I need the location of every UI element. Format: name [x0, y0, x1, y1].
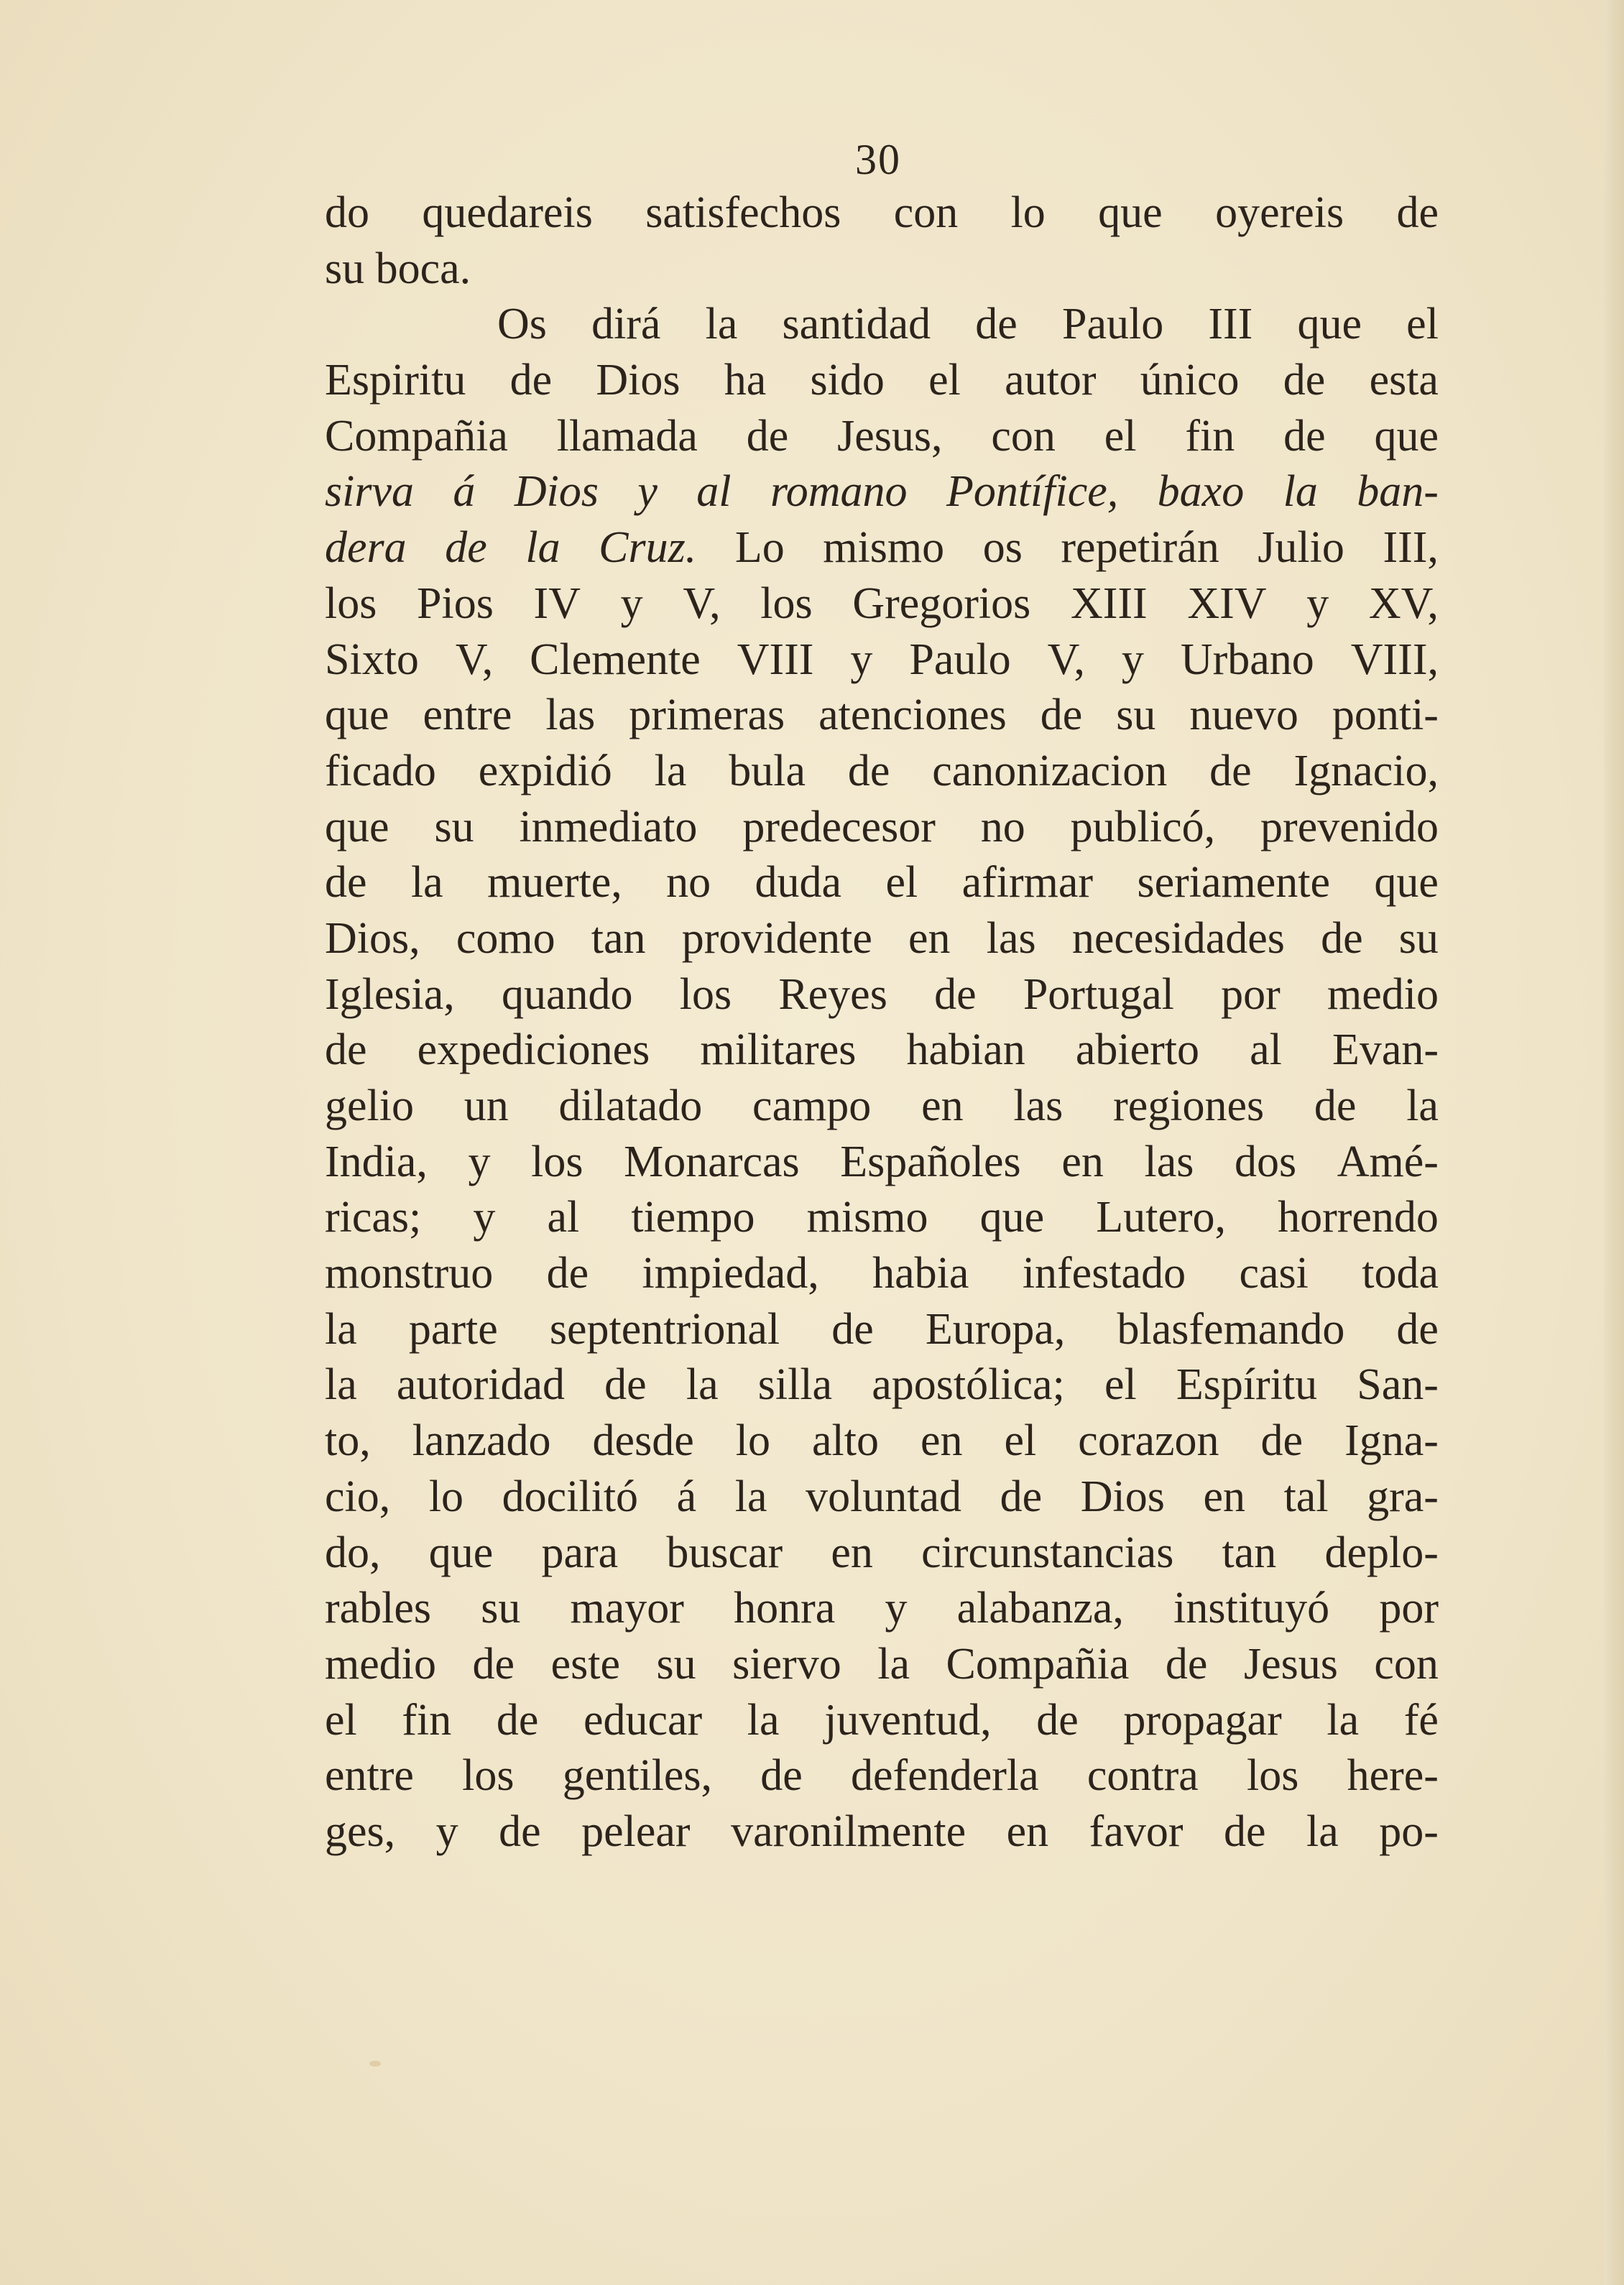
word: repetirán: [1061, 523, 1219, 573]
text-line: [325, 744, 1439, 800]
text-line: [325, 1079, 1439, 1135]
text-line: [325, 1693, 1439, 1749]
page-edge: [1604, 0, 1624, 2285]
word: medio: [1327, 969, 1439, 1019]
word: dilatado: [558, 1081, 703, 1130]
word: autor: [1005, 356, 1097, 405]
word: po-: [1379, 1806, 1439, 1856]
word: tal: [1283, 1472, 1329, 1521]
word: á: [676, 1472, 697, 1521]
word: el: [1104, 1360, 1137, 1410]
word: seriamente: [1137, 858, 1331, 908]
word: parte: [408, 1304, 498, 1354]
word: que: [1374, 858, 1439, 908]
word: Dios: [514, 467, 599, 517]
word: los: [679, 969, 732, 1019]
word: primeras: [629, 691, 785, 740]
word: el: [325, 1695, 357, 1745]
word: Clemente: [530, 634, 701, 684]
word: juventud,: [824, 1695, 992, 1745]
word: docilitó: [502, 1472, 639, 1521]
word: su: [434, 802, 474, 851]
word: su: [1116, 691, 1156, 740]
word: Urbano: [1180, 634, 1314, 684]
word: os: [982, 523, 1023, 573]
word: XIII: [1070, 578, 1148, 628]
word: do: [325, 188, 369, 237]
word: Dios,: [325, 913, 420, 963]
word: Paulo: [909, 634, 1011, 684]
word: de: [496, 1695, 539, 1745]
word: Dios: [596, 356, 680, 405]
word: que: [325, 802, 389, 851]
word: lo: [428, 1472, 464, 1521]
word: que: [325, 691, 389, 740]
word: dera: [325, 523, 407, 573]
word: de: [1209, 746, 1252, 795]
word: los: [760, 578, 813, 628]
word: gra-: [1367, 1472, 1439, 1521]
word: en: [908, 913, 951, 963]
word: y: [468, 1137, 491, 1186]
word: impiedad,: [642, 1249, 819, 1298]
word: autoridad: [396, 1360, 566, 1410]
word: de: [1396, 1304, 1439, 1354]
text-line: [325, 1748, 1439, 1804]
word: Cruz.: [599, 523, 697, 573]
word: las: [1144, 1137, 1194, 1186]
word: regiones: [1113, 1081, 1265, 1130]
word: los: [325, 578, 377, 628]
word: oyereis: [1215, 188, 1344, 237]
word: que: [1374, 411, 1439, 461]
text-segment: su boca.: [325, 244, 471, 293]
word: XV,: [1368, 578, 1439, 628]
word: los: [531, 1137, 583, 1186]
word: campo: [752, 1081, 872, 1130]
word: inmediato: [519, 802, 698, 851]
word: fé: [1403, 1695, 1439, 1745]
word: entre: [423, 691, 512, 740]
word: afirmar: [961, 858, 1094, 908]
word: al: [696, 467, 732, 517]
word: publicó,: [1070, 802, 1216, 851]
word: el: [885, 858, 918, 908]
word: buscar: [666, 1528, 783, 1577]
word: la: [410, 858, 443, 908]
text-line: [325, 1246, 1439, 1302]
word: voluntad: [806, 1472, 962, 1521]
word: de: [325, 858, 367, 908]
word: mismo: [823, 523, 945, 573]
word: la: [325, 1360, 357, 1410]
word: al: [1250, 1025, 1282, 1075]
word: Lutero,: [1096, 1193, 1226, 1242]
word: dirá: [591, 300, 661, 349]
word: Sixto: [325, 634, 419, 684]
word: Europa,: [925, 1304, 1066, 1354]
word: y: [885, 1584, 908, 1633]
text-line: [325, 1581, 1439, 1637]
word: su: [481, 1584, 521, 1633]
word: la: [525, 523, 560, 573]
word: Gregorios: [852, 578, 1031, 628]
word: gelio: [325, 1081, 414, 1130]
word: monstruo: [325, 1249, 494, 1298]
text-line: [325, 688, 1439, 744]
word: los: [462, 1751, 515, 1801]
word: fin: [402, 1695, 452, 1745]
word: siervo: [732, 1639, 841, 1689]
word: gentiles,: [562, 1751, 713, 1801]
text-line: [325, 1804, 1439, 1860]
word: propagar: [1123, 1695, 1282, 1745]
word: prevenido: [1260, 802, 1439, 851]
word: de: [499, 1806, 541, 1856]
word: de: [604, 1360, 647, 1410]
word: San-: [1357, 1360, 1439, 1410]
word: que: [1297, 300, 1362, 349]
word: Pontífice,: [946, 467, 1119, 517]
text-line: [325, 353, 1439, 409]
text-line: [325, 576, 1439, 632]
word: de: [1260, 1416, 1304, 1466]
body-text: [325, 185, 1439, 1860]
word: quedareis: [422, 188, 593, 237]
word: VIII,: [1350, 634, 1439, 684]
word: de: [746, 411, 789, 461]
word: la: [1406, 1081, 1439, 1130]
word: mismo: [806, 1193, 928, 1242]
word: las: [545, 691, 596, 740]
word: de: [1165, 1639, 1208, 1689]
word: mayor: [570, 1584, 684, 1633]
paper-speck: [369, 2061, 381, 2067]
word: Evan-: [1332, 1025, 1439, 1075]
text-line: [325, 800, 1439, 856]
word: silla: [757, 1360, 833, 1410]
page-number: 30: [855, 136, 901, 183]
word: de: [1321, 913, 1363, 963]
word: el: [1104, 411, 1137, 461]
text-line: [325, 241, 1439, 297]
word: en: [831, 1528, 873, 1577]
word: deplo-: [1324, 1528, 1439, 1577]
word: la: [325, 1304, 357, 1354]
text-line: [325, 297, 1439, 353]
word: en: [920, 1416, 963, 1466]
word: septentrional: [549, 1304, 780, 1354]
text-line: [325, 409, 1439, 465]
word: Jesus,: [837, 411, 943, 461]
word: Portugal: [1023, 969, 1174, 1019]
word: la: [734, 1472, 767, 1521]
word: de: [445, 523, 487, 573]
word: Dios: [1080, 1472, 1165, 1521]
word: llamada: [556, 411, 698, 461]
word: lanzado: [412, 1416, 551, 1466]
word: canonizacion: [932, 746, 1168, 795]
word: que: [428, 1528, 494, 1577]
word: pelear: [581, 1806, 691, 1856]
word: ha: [724, 356, 767, 405]
word: tan: [591, 913, 646, 963]
word: Igna-: [1344, 1416, 1439, 1466]
word: necesidades: [1071, 913, 1285, 963]
text-line: [325, 1525, 1439, 1582]
text-line: [325, 464, 1439, 520]
word: predecesor: [742, 802, 936, 851]
text-line: [325, 1357, 1439, 1413]
word: ricas;: [325, 1193, 422, 1242]
word: rables: [325, 1584, 432, 1633]
word: alto: [811, 1416, 879, 1466]
word: en: [1006, 1806, 1049, 1856]
word: á: [453, 467, 476, 517]
word: la: [654, 746, 687, 795]
word: con: [1374, 1639, 1439, 1689]
word: de: [1000, 1472, 1043, 1521]
word: de: [831, 1304, 874, 1354]
word: Amé-: [1337, 1137, 1439, 1186]
word: varonilmente: [731, 1806, 966, 1856]
word: entre: [325, 1751, 414, 1801]
word: Paulo: [1061, 300, 1164, 349]
word: su: [656, 1639, 696, 1689]
word: Españoles: [840, 1137, 1021, 1186]
word: here-: [1347, 1751, 1439, 1801]
word: favor: [1089, 1806, 1184, 1856]
word: por: [1379, 1584, 1439, 1633]
word: y: [620, 578, 643, 628]
word: honra: [734, 1584, 836, 1633]
word: lo: [735, 1416, 770, 1466]
word: instituyó: [1173, 1584, 1330, 1633]
word: providente: [681, 913, 872, 963]
word: de: [934, 969, 977, 1019]
word: atenciones: [818, 691, 1007, 740]
word: para: [541, 1528, 619, 1577]
word: tiempo: [631, 1193, 755, 1242]
word: sido: [810, 356, 885, 405]
word: las: [986, 913, 1036, 963]
word: de: [509, 356, 553, 405]
word: y: [850, 634, 873, 684]
word: el: [1406, 300, 1439, 349]
word: ponti-: [1332, 691, 1439, 740]
word: Compañia: [946, 1639, 1130, 1689]
word: los: [1246, 1751, 1299, 1801]
word: do,: [325, 1528, 381, 1577]
word: de: [760, 1751, 803, 1801]
word: que: [979, 1193, 1045, 1242]
word: de: [1036, 1695, 1079, 1745]
word: esta: [1369, 356, 1439, 405]
word: el: [928, 356, 961, 405]
word: defenderla: [851, 1751, 1039, 1801]
word: único: [1140, 356, 1240, 405]
word: educar: [583, 1695, 703, 1745]
word: V,: [683, 578, 721, 628]
word: de: [472, 1639, 515, 1689]
word: V,: [1047, 634, 1085, 684]
word: la: [877, 1639, 910, 1689]
word: de: [546, 1249, 589, 1298]
word: como: [456, 913, 555, 963]
word: la: [1283, 467, 1318, 517]
word: y: [1306, 578, 1329, 628]
word: que: [1098, 188, 1163, 237]
word: Lo: [734, 523, 785, 573]
word: duda: [755, 858, 842, 908]
word: toda: [1362, 1249, 1439, 1298]
word: Iglesia,: [325, 969, 455, 1019]
word: la: [747, 1695, 780, 1745]
word: bula: [729, 746, 806, 795]
word: abierto: [1075, 1025, 1199, 1075]
word: Compañia: [325, 411, 508, 461]
word: V,: [455, 634, 494, 684]
text-line: [325, 1413, 1439, 1469]
word: muerte,: [487, 858, 622, 908]
word: por: [1221, 969, 1281, 1019]
word: corazon: [1078, 1416, 1219, 1466]
word: expidió: [478, 746, 612, 795]
text-line: [325, 520, 1439, 576]
word: Espíritu: [1176, 1360, 1318, 1410]
text-line: [325, 967, 1439, 1023]
word: lo: [1010, 188, 1046, 237]
word: nuevo: [1189, 691, 1298, 740]
word: VIII: [737, 634, 814, 684]
word: habian: [906, 1025, 1025, 1075]
word: de: [1396, 188, 1439, 237]
word: de: [847, 746, 890, 795]
text-line: [325, 185, 1439, 241]
word: y: [473, 1193, 496, 1242]
word: Monarcas: [624, 1137, 800, 1186]
word: santidad: [782, 300, 931, 349]
word: baxo: [1157, 467, 1245, 517]
word: to,: [325, 1416, 371, 1466]
word: casi: [1239, 1249, 1309, 1298]
word: de: [1040, 691, 1083, 740]
word: romano: [770, 467, 908, 517]
text-line: [325, 1469, 1439, 1525]
text-line: [325, 855, 1439, 911]
word: tan: [1222, 1528, 1277, 1577]
word: no: [666, 858, 711, 908]
text-line: [325, 1135, 1439, 1191]
word: satisfechos: [645, 188, 841, 237]
word: en: [921, 1081, 964, 1130]
word: habia: [872, 1249, 969, 1298]
word: III,: [1383, 523, 1439, 573]
word: con: [893, 188, 959, 237]
word: este: [550, 1639, 620, 1689]
word: de: [1283, 356, 1326, 405]
word: Pios: [417, 578, 494, 628]
word: fin: [1185, 411, 1235, 461]
word: un: [463, 1081, 509, 1130]
word: y: [637, 467, 658, 517]
word: Julio: [1258, 523, 1344, 573]
word: al: [547, 1193, 580, 1242]
word: XIV: [1187, 578, 1267, 628]
word: desde: [592, 1416, 694, 1466]
word: IV: [533, 578, 581, 628]
word: militares: [700, 1025, 857, 1075]
word: III: [1208, 300, 1253, 349]
word: Ignacio,: [1293, 746, 1439, 795]
word: Os: [497, 300, 547, 349]
word: en: [1203, 1472, 1245, 1521]
word: con: [991, 411, 1056, 461]
word: Jesus: [1243, 1639, 1338, 1689]
word: dos: [1235, 1137, 1297, 1186]
word: la: [705, 300, 738, 349]
word: infestado: [1022, 1249, 1186, 1298]
word: ficado: [325, 746, 436, 795]
word: cio,: [325, 1472, 391, 1521]
word: las: [1013, 1081, 1064, 1130]
text-line: [325, 911, 1439, 967]
text-line: [325, 1637, 1439, 1693]
word: blasfemando: [1117, 1304, 1345, 1354]
word: sirva: [325, 467, 414, 517]
word: y: [1121, 634, 1144, 684]
text-line: [325, 632, 1439, 688]
word: en: [1061, 1137, 1104, 1186]
word: ban-: [1357, 467, 1439, 517]
word: medio: [325, 1639, 436, 1689]
word: no: [980, 802, 1025, 851]
word: apostólica;: [872, 1360, 1065, 1410]
word: de: [325, 1025, 367, 1075]
text-line: [325, 1023, 1439, 1079]
word: circunstancias: [921, 1528, 1174, 1577]
word: de: [1223, 1806, 1266, 1856]
word: Reyes: [778, 969, 887, 1019]
word: y: [435, 1806, 458, 1856]
word: horrendo: [1278, 1193, 1439, 1242]
text-line: [325, 1190, 1439, 1246]
word: quando: [501, 969, 633, 1019]
word: Espiritu: [325, 356, 466, 405]
word: ges,: [325, 1806, 396, 1856]
text-line: [325, 1302, 1439, 1358]
word: el: [1004, 1416, 1037, 1466]
word: su: [1398, 913, 1439, 963]
word: contra: [1086, 1751, 1199, 1801]
word: la: [1327, 1695, 1360, 1745]
word: la: [686, 1360, 719, 1410]
word: de: [975, 300, 1018, 349]
word: India,: [325, 1137, 428, 1186]
word: alabanza,: [956, 1584, 1124, 1633]
word: la: [1306, 1806, 1339, 1856]
word: de: [1283, 411, 1326, 461]
word: de: [1314, 1081, 1357, 1130]
word: expediciones: [417, 1025, 650, 1075]
